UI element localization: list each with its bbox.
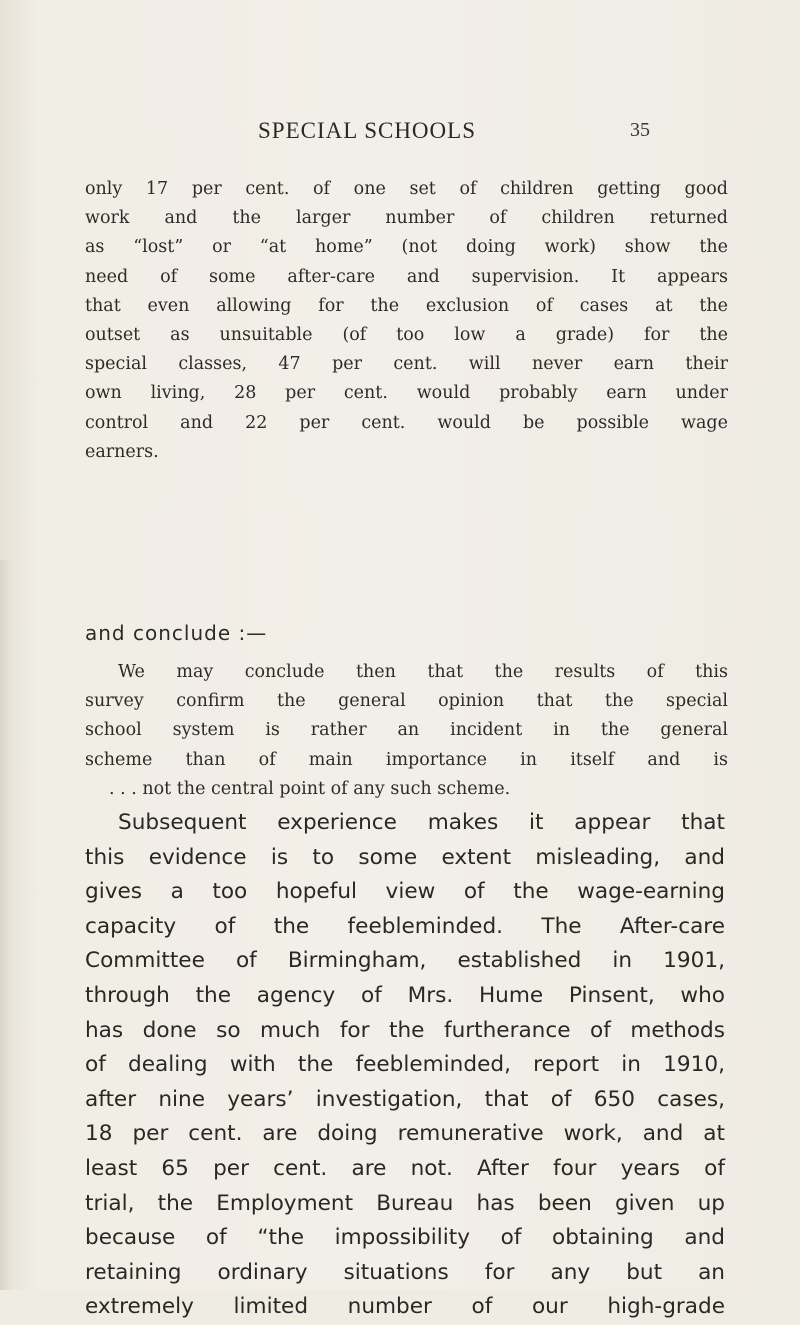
body-line: through the agency of Mrs. Hume Pinsent, who (85, 982, 725, 1008)
body-line: after nine years’ investigation, that of 650 cases, (85, 1086, 725, 1112)
connector-text: and conclude :— (85, 621, 268, 645)
body-paragraph (85, 806, 725, 1325)
quote-line: school system is rather an incident in the general (85, 720, 728, 741)
body-line: capacity of the feebleminded. The After-care (85, 913, 725, 939)
block-quote-conclusion (85, 658, 728, 804)
quote-line: own living, 28 per cent. would probably earn under (85, 383, 728, 404)
quote-line: We may conclude then that the results of this (118, 662, 728, 682)
block-quote-survey-results (85, 175, 728, 467)
quote-line: need of some after-care and supervision. It appears (85, 266, 728, 287)
body-line: trial, the Employment Bureau has been given up (85, 1190, 725, 1216)
quote-line: outset as unsuitable (of too low a grade) for the (85, 325, 728, 346)
body-line: least 65 per cent. are not. After four years of (85, 1155, 725, 1181)
body-line: has done so much for the furtherance of methods (85, 1017, 725, 1043)
body-line: retaining ordinary situations for any but an (85, 1259, 725, 1285)
body-line: of dealing with the feebleminded, report in 1910, (85, 1052, 725, 1078)
body-line: extremely limited number of our high-grade (85, 1294, 725, 1320)
quote-line: special classes, 47 per cent. will never earn their (85, 354, 728, 375)
quote-line: earners. (85, 441, 159, 462)
page-header (0, 118, 800, 152)
quote-line: that even allowing for the exclusion of cases at the (85, 295, 728, 316)
body-line: because of “the impossibility of obtaining and (85, 1225, 725, 1251)
body-line: this evidence is to some extent misleading, and (85, 844, 725, 870)
body-line: Subsequent experience makes it appear that (118, 810, 725, 835)
page-gutter-shadow (0, 560, 14, 1290)
body-line: gives a too hopeful view of the wage-earning (85, 879, 725, 905)
quote-line: as “lost” or “at home” (not doing work) show the (85, 237, 728, 258)
quote-line: only 17 per cent. of one set of children getting good (85, 179, 728, 199)
quote-line: . . . not the central point of any such scheme. (109, 778, 511, 799)
quote-line: work and the larger number of children returned (85, 208, 728, 229)
quote-line: control and 22 per cent. would be possible wage (85, 412, 728, 433)
quote-line: scheme than of main importance in itself and is (85, 749, 728, 770)
body-line: 18 per cent. are doing remunerative work, and at (85, 1121, 725, 1147)
body-line: Committee of Birmingham, established in 1901, (85, 948, 725, 974)
page-number: 35 (630, 119, 650, 141)
quote-line: survey confirm the general opinion that the special (85, 691, 728, 712)
running-head: SPECIAL SCHOOLS (258, 118, 476, 143)
